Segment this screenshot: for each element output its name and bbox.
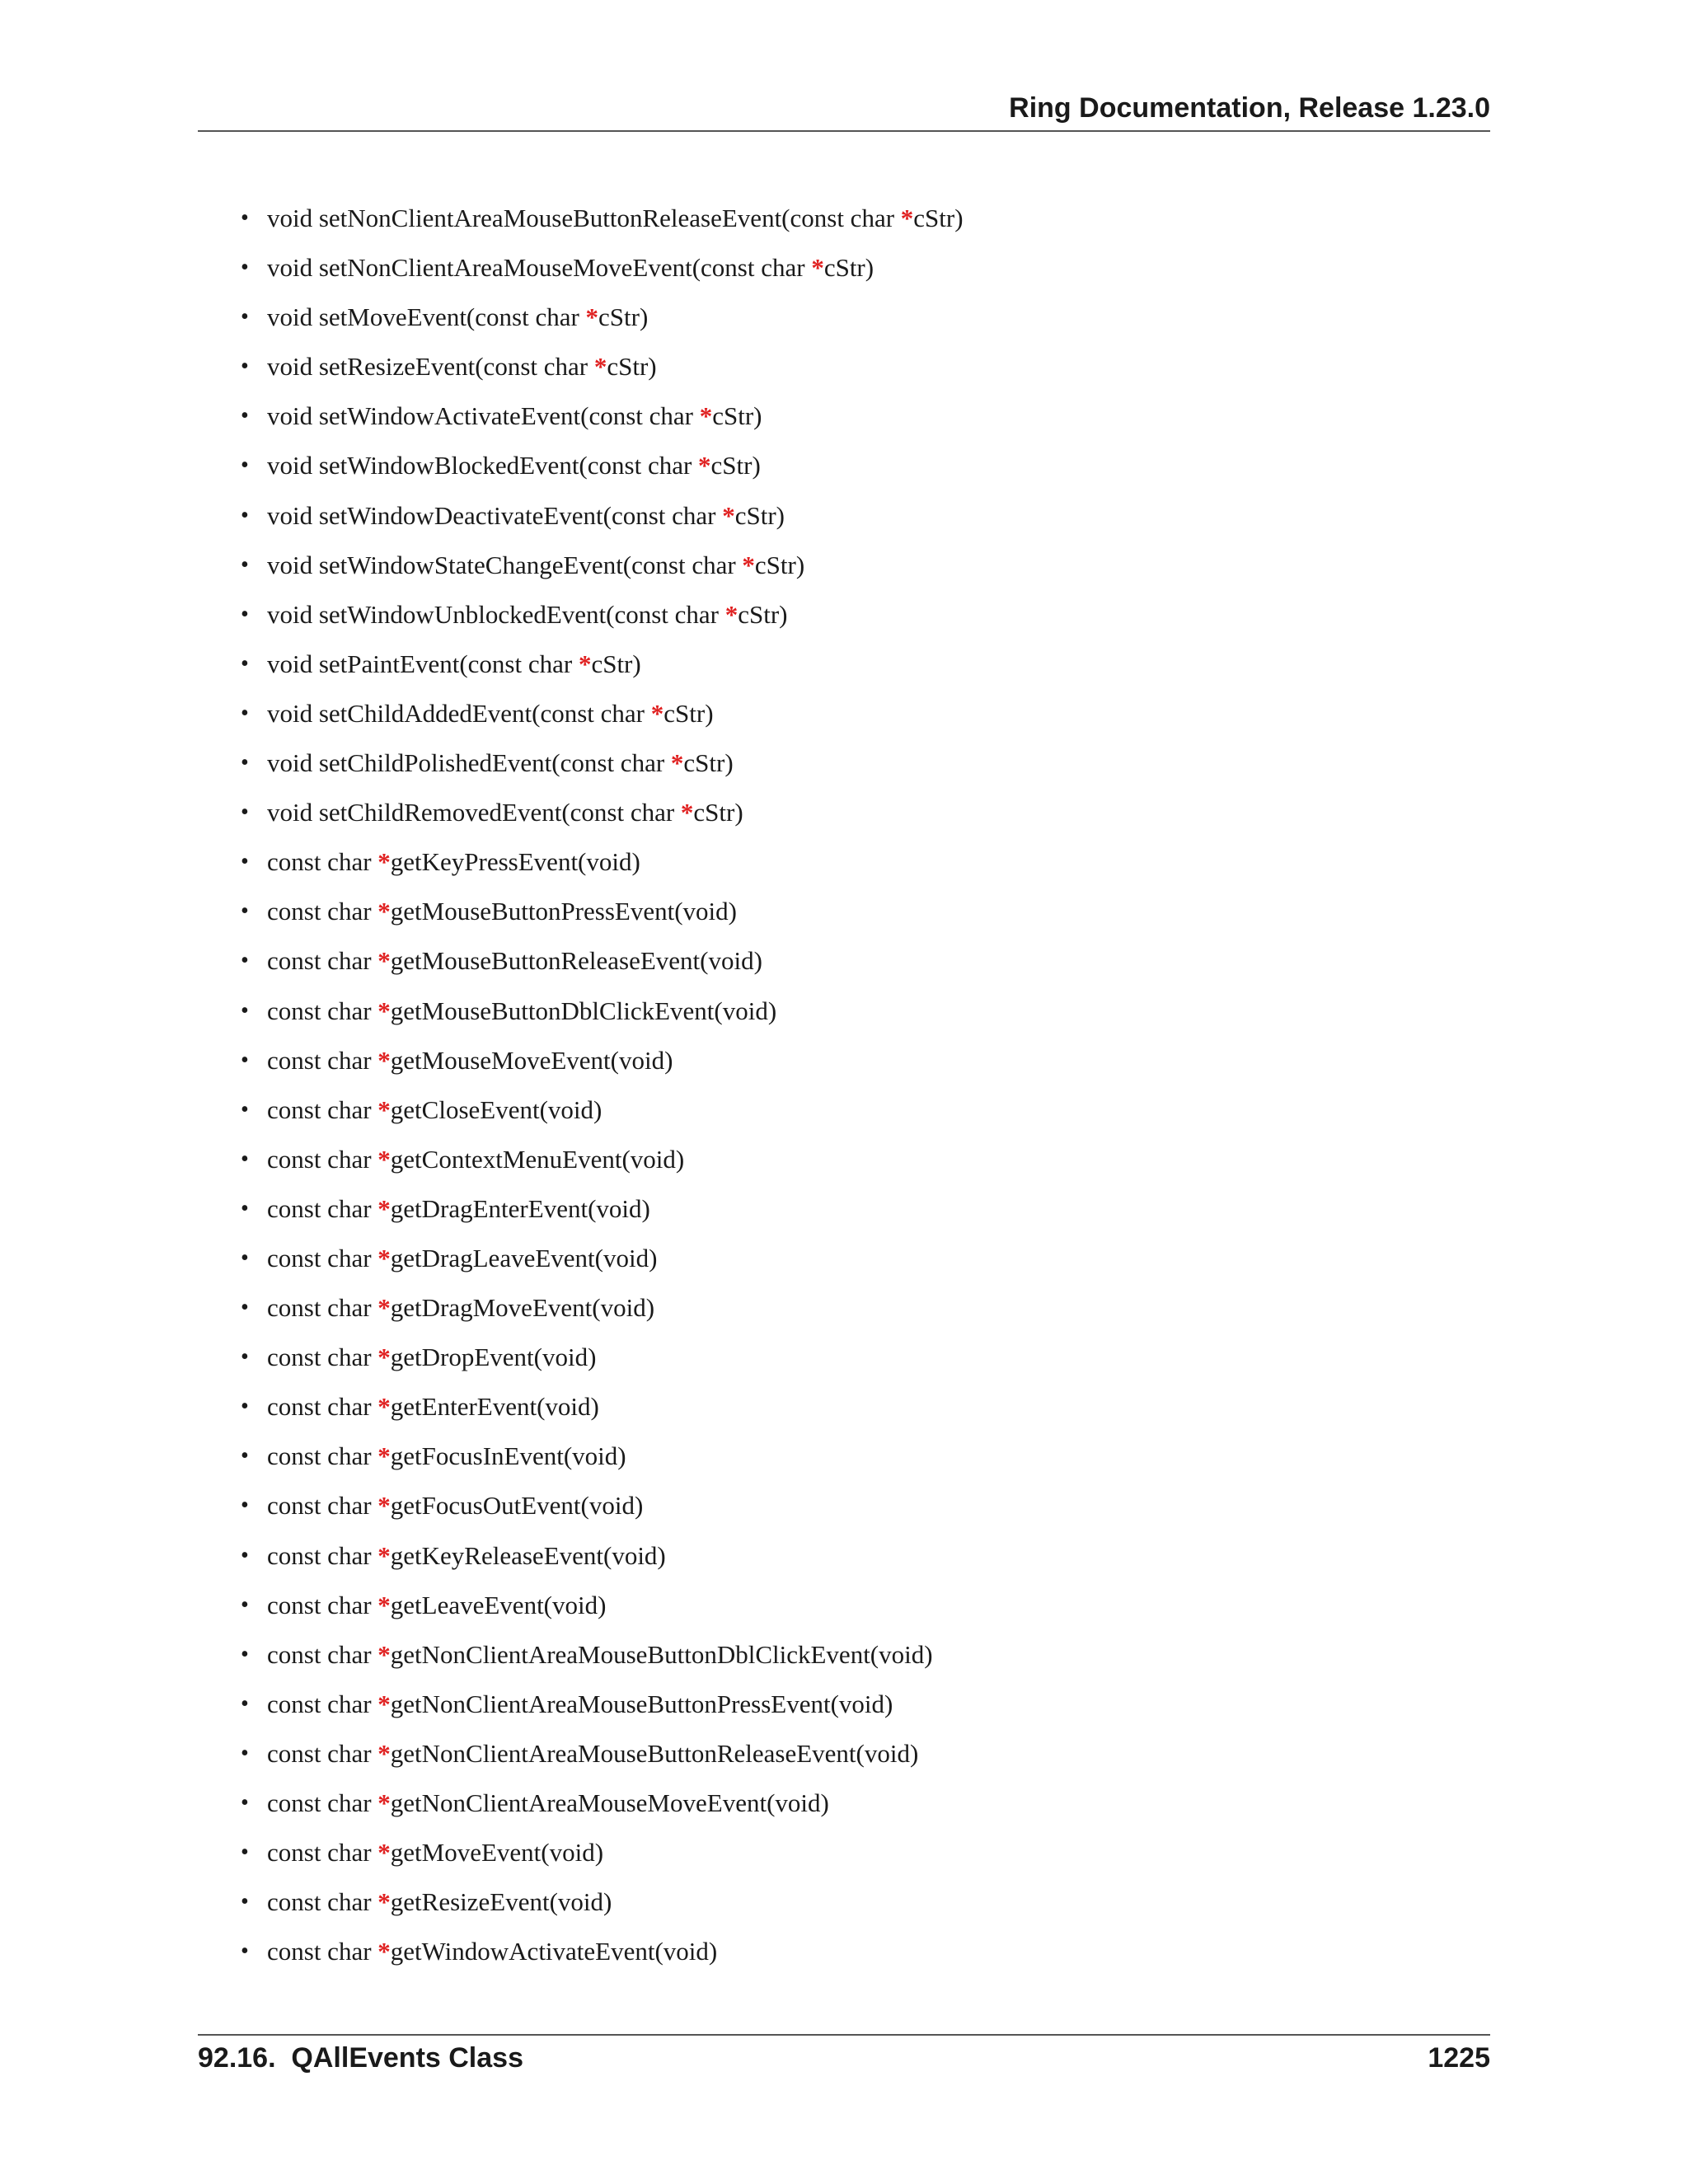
signature-prefix: void setWindowBlockedEvent(const char	[267, 451, 699, 480]
pointer-asterisk: *	[377, 1788, 391, 1817]
pointer-asterisk: *	[377, 996, 391, 1025]
signature-prefix: const char	[267, 897, 378, 926]
pointer-asterisk: *	[377, 1937, 391, 1966]
signature-prefix: const char	[267, 1343, 378, 1372]
signature-suffix: cStr)	[693, 798, 743, 827]
signature-prefix: const char	[267, 1392, 378, 1422]
bullet-icon: •	[241, 948, 249, 974]
bullet-icon: •	[241, 1443, 249, 1469]
signature-prefix: const char	[267, 946, 378, 976]
signature-suffix: cStr)	[591, 649, 641, 678]
signature-suffix: getFocusOutEvent(void)	[390, 1491, 644, 1521]
bullet-icon: •	[241, 1790, 249, 1816]
page-header	[198, 89, 1490, 132]
bullet-icon: •	[241, 1146, 249, 1172]
list-item	[239, 1234, 964, 1283]
bullet-icon: •	[241, 403, 249, 429]
pointer-asterisk: *	[377, 1738, 391, 1768]
signature-suffix: getMouseButtonReleaseEvent(void)	[390, 946, 762, 976]
bullet-icon: •	[241, 997, 249, 1024]
signature-suffix: getNonClientAreaMouseButtonPressEvent(void)	[390, 1689, 893, 1718]
list-item	[239, 1729, 964, 1779]
pointer-asterisk: *	[377, 1639, 391, 1669]
signature-prefix: const char	[267, 1193, 378, 1223]
pointer-asterisk: *	[377, 1243, 391, 1272]
signature-prefix: const char	[267, 1540, 378, 1570]
pointer-asterisk: *	[722, 500, 735, 530]
signature-prefix: void setWindowUnblockedEvent(const char	[267, 599, 725, 629]
signature-suffix: getNonClientAreaMouseMoveEvent(void)	[390, 1788, 829, 1817]
list-item	[239, 293, 964, 342]
pointer-asterisk: *	[377, 847, 391, 877]
bullet-icon: •	[241, 1096, 249, 1122]
signature-suffix: cStr)	[734, 500, 785, 530]
list-item	[239, 1085, 964, 1135]
signature-prefix: void setResizeEvent(const char	[267, 352, 594, 382]
pointer-asterisk: *	[377, 1491, 391, 1521]
pointer-asterisk: *	[377, 1590, 391, 1619]
bullet-icon: •	[241, 650, 249, 677]
signature-prefix: const char	[267, 1441, 378, 1471]
list-item	[239, 837, 964, 887]
list-item	[239, 1184, 964, 1234]
bullet-icon: •	[241, 1690, 249, 1717]
signature-suffix: cStr)	[663, 698, 714, 728]
bullet-icon: •	[241, 1889, 249, 1915]
signature-prefix: void setWindowDeactivateEvent(const char	[267, 500, 723, 530]
bullet-icon: •	[241, 255, 249, 281]
list-item	[239, 1779, 964, 1828]
bullet-icon: •	[241, 1244, 249, 1271]
pointer-asterisk: *	[377, 1392, 391, 1422]
bullet-icon: •	[241, 898, 249, 925]
signature-prefix: const char	[267, 1590, 378, 1619]
signature-suffix: getFocusInEvent(void)	[390, 1441, 626, 1471]
bullet-icon: •	[241, 1591, 249, 1618]
signature-prefix: void setPaintEvent(const char	[267, 649, 579, 678]
list-item	[239, 936, 964, 986]
signature-suffix: getEnterEvent(void)	[390, 1392, 599, 1422]
signature-suffix: cStr)	[683, 748, 734, 778]
signature-prefix: const char	[267, 1838, 378, 1868]
pointer-asterisk: *	[377, 1045, 391, 1075]
pointer-asterisk: *	[377, 1887, 391, 1917]
signature-suffix: getCloseEvent(void)	[390, 1094, 603, 1124]
signature-suffix: getMouseButtonDblClickEvent(void)	[390, 996, 777, 1025]
list-item	[239, 541, 964, 590]
signature-suffix: getWindowActivateEvent(void)	[390, 1937, 718, 1966]
pointer-asterisk: *	[377, 946, 391, 976]
signature-prefix: const char	[267, 1243, 378, 1272]
list-item	[239, 1680, 964, 1729]
signature-suffix: cStr)	[607, 352, 657, 382]
bullet-icon: •	[241, 354, 249, 380]
signature-prefix: const char	[267, 1639, 378, 1669]
bullet-icon: •	[241, 1938, 249, 1965]
pointer-asterisk: *	[900, 204, 914, 232]
signature-prefix: const char	[267, 1937, 378, 1966]
list-item	[239, 887, 964, 936]
signature-suffix: getNonClientAreaMouseButtonDblClickEvent(void)	[390, 1639, 933, 1669]
signature-prefix: const char	[267, 1887, 378, 1917]
signature-prefix: const char	[267, 1293, 378, 1323]
signature-suffix: cStr)	[913, 204, 964, 232]
bullet-icon: •	[241, 1195, 249, 1221]
bullet-icon: •	[241, 1295, 249, 1321]
section-title: 92.16. QAllEvents Class	[198, 2042, 523, 2074]
bullet-icon: •	[241, 1840, 249, 1866]
pointer-asterisk: *	[377, 897, 391, 926]
bullet-icon: •	[241, 1493, 249, 1519]
pointer-asterisk: *	[593, 352, 607, 382]
signature-suffix: getNonClientAreaMouseButtonReleaseEvent(void)	[390, 1738, 919, 1768]
pointer-asterisk: *	[377, 1838, 391, 1868]
list-item	[239, 788, 964, 837]
signature-prefix: void setWindowActivateEvent(const char	[267, 401, 700, 431]
list-item	[239, 441, 964, 490]
signature-suffix: getMouseButtonPressEvent(void)	[390, 897, 737, 926]
bullet-icon: •	[241, 601, 249, 627]
signature-suffix: getDropEvent(void)	[390, 1343, 597, 1372]
signature-suffix: getMouseMoveEvent(void)	[390, 1045, 673, 1075]
signature-suffix: cStr)	[754, 550, 805, 579]
list-item	[239, 1630, 964, 1680]
signature-suffix: cStr)	[598, 302, 649, 332]
pointer-asterisk: *	[724, 599, 738, 629]
bullet-icon: •	[241, 750, 249, 776]
bullet-icon: •	[241, 1740, 249, 1766]
list-item	[239, 194, 964, 243]
pointer-asterisk: *	[585, 302, 599, 332]
pointer-asterisk: *	[377, 1193, 391, 1223]
signature-suffix: getResizeEvent(void)	[390, 1887, 612, 1917]
bullet-icon: •	[241, 849, 249, 875]
pointer-asterisk: *	[377, 1293, 391, 1323]
pointer-asterisk: *	[377, 1689, 391, 1718]
pointer-asterisk: *	[377, 1094, 391, 1124]
signature-prefix: void setNonClientAreaMouseMoveEvent(const char	[267, 253, 812, 283]
list-item	[239, 1135, 964, 1184]
signature-suffix: getDragEnterEvent(void)	[390, 1193, 650, 1223]
bullet-icon: •	[241, 1394, 249, 1420]
bullet-icon: •	[241, 1542, 249, 1568]
pointer-asterisk: *	[680, 798, 694, 827]
signature-suffix: cStr)	[823, 253, 874, 283]
signature-suffix: getDragLeaveEvent(void)	[390, 1243, 658, 1272]
signature-suffix: cStr)	[710, 451, 761, 480]
pointer-asterisk: *	[670, 748, 684, 778]
pointer-asterisk: *	[699, 401, 713, 431]
signature-prefix: void setChildPolishedEvent(const char	[267, 748, 671, 778]
pointer-asterisk: *	[377, 1441, 391, 1471]
list-item	[239, 391, 964, 441]
list-item	[239, 689, 964, 738]
bullet-icon: •	[241, 551, 249, 578]
signature-suffix: getMoveEvent(void)	[390, 1838, 604, 1868]
signature-prefix: const char	[267, 1788, 378, 1817]
signature-prefix: void setChildAddedEvent(const char	[267, 698, 651, 728]
list-item	[239, 342, 964, 391]
list-item	[239, 590, 964, 640]
list-item	[239, 491, 964, 541]
list-item	[239, 640, 964, 689]
bullet-icon: •	[241, 205, 249, 231]
signature-suffix: cStr)	[712, 401, 762, 431]
document-title: Ring Documentation, Release 1.23.0	[1009, 92, 1490, 124]
list-item	[239, 1877, 964, 1927]
signature-suffix: getDragMoveEvent(void)	[390, 1293, 655, 1323]
list-item	[239, 1828, 964, 1877]
page-footer	[198, 2034, 1490, 2085]
bullet-icon: •	[241, 502, 249, 528]
list-item	[239, 1927, 964, 1976]
list-item	[239, 1581, 964, 1630]
list-item	[239, 1333, 964, 1382]
list-item	[239, 738, 964, 788]
pointer-asterisk: *	[377, 1144, 391, 1174]
pointer-asterisk: *	[377, 1540, 391, 1570]
bullet-icon: •	[241, 1641, 249, 1667]
list-item	[239, 1283, 964, 1333]
bullet-icon: •	[241, 700, 249, 726]
bullet-icon: •	[241, 452, 249, 479]
bullet-icon: •	[241, 1047, 249, 1073]
pointer-asterisk: *	[650, 698, 664, 728]
page-number: 1225	[1428, 2042, 1490, 2074]
signature-prefix: const char	[267, 1738, 378, 1768]
signature-prefix: const char	[267, 1045, 378, 1075]
signature-prefix: const char	[267, 1144, 378, 1174]
list-item	[239, 1481, 964, 1530]
signature-prefix: void setChildRemovedEvent(const char	[267, 798, 681, 827]
signature-prefix: void setWindowStateChangeEvent(const char	[267, 550, 743, 579]
api-function-list	[239, 194, 964, 1976]
pointer-asterisk: *	[811, 253, 824, 283]
signature-prefix: void setMoveEvent(const char	[267, 302, 586, 332]
signature-prefix: void setNonClientAreaMouseButtonReleaseEvent(const char	[267, 204, 901, 232]
bullet-icon: •	[241, 799, 249, 826]
list-item	[239, 1036, 964, 1085]
signature-prefix: const char	[267, 1689, 378, 1718]
signature-suffix: getContextMenuEvent(void)	[390, 1144, 685, 1174]
pointer-asterisk: *	[742, 550, 755, 579]
signature-suffix: getKeyReleaseEvent(void)	[390, 1540, 666, 1570]
signature-prefix: const char	[267, 1094, 378, 1124]
signature-prefix: const char	[267, 996, 378, 1025]
pointer-asterisk: *	[578, 649, 592, 678]
list-item	[239, 1382, 964, 1432]
signature-prefix: const char	[267, 847, 378, 877]
list-item	[239, 243, 964, 293]
signature-suffix: getLeaveEvent(void)	[390, 1590, 607, 1619]
list-item	[239, 1432, 964, 1481]
bullet-icon: •	[241, 304, 249, 330]
list-item	[239, 1531, 964, 1581]
signature-suffix: getKeyPressEvent(void)	[390, 847, 640, 877]
pointer-asterisk: *	[698, 451, 711, 480]
bullet-icon: •	[241, 1344, 249, 1371]
signature-suffix: cStr)	[738, 599, 788, 629]
list-item	[239, 987, 964, 1036]
pointer-asterisk: *	[377, 1343, 391, 1372]
signature-prefix: const char	[267, 1491, 378, 1521]
